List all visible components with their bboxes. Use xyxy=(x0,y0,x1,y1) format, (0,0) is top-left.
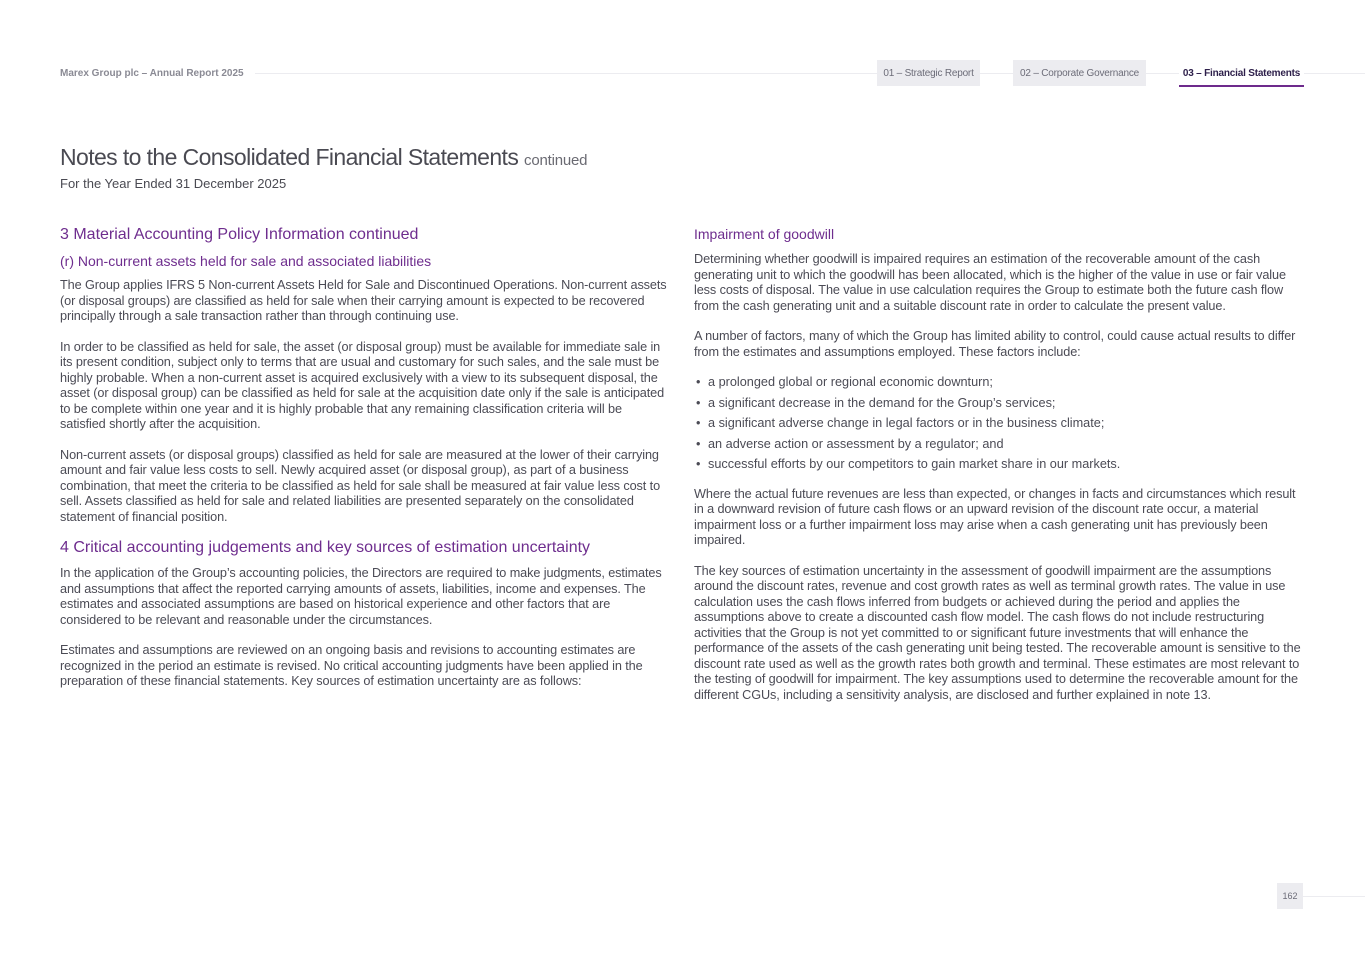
list-item xyxy=(694,396,1302,412)
list-item xyxy=(694,416,1302,432)
bullet-icon: • xyxy=(696,457,701,471)
page-title-text: Notes to the Consolidated Financial Statements xyxy=(60,144,519,170)
list-item-text: a prolonged global or regional economic downturn; xyxy=(708,375,993,389)
section-3-heading xyxy=(60,226,670,244)
paragraph: The key sources of estimation uncertainty in the assessment of goodwill impairment are the assumptions around the discount rates, revenue and cost growth rates as well as terminal growth rates. The value in use calculation uses the cash flows inferred from budgets or achieved during the period and applies the assumptions above to create a discounted cash flow model. The cash flows do not include restructuring activities that the Group is not yet committed to or significant future investments that will enhance the performance of the assets of the cash generating unit being tested. The recoverable amount is sensitive to the discount rate used as well as the growth rates both growth and terminal. These estimates are most relevant to the testing of goodwill for impairment. The key assumptions used to determine the recoverable amount for the different CGUs, including a sensitivity analysis, are disclosed and further explained in note 13. xyxy=(694,563,1301,702)
list-item xyxy=(694,375,1302,391)
report-title: Marex Group plc – Annual Report 2025 xyxy=(60,68,244,79)
list-item-text: an adverse action or assessment by a regulator; and xyxy=(708,436,1004,451)
list-item-text: successful efforts by our competitors to gain market share in our markets. xyxy=(708,457,1121,471)
paragraph: A number of factors, many of which the Group has limited ability to control, could cause actual results to differ from the estimates and assumptions employed. These factors include: xyxy=(694,329,1296,359)
right-column xyxy=(694,226,1302,718)
tab-strategic-report[interactable]: 01 – Strategic Report xyxy=(877,60,980,86)
list-item-text: a significant adverse change in legal factors or in the business climate; xyxy=(708,416,1105,430)
tab-corporate-governance[interactable]: 02 – Corporate Governance xyxy=(1013,60,1146,86)
paragraph: Non-current assets (or disposal groups) classified as held for sale are measured at the lower of their carrying amount and fair value less costs to sell. Newly acquired asset (or disposal group), as part of a business combination, that meet the criteria to be classified as held for sale shall be measured at fair value less cost to sell. Assets classified as held for sale and related liabilities are presented separately on the consolidated statement of financial position. xyxy=(60,447,661,524)
list-item xyxy=(694,457,1302,473)
bullet-icon: • xyxy=(696,375,701,389)
footer-rule xyxy=(1303,896,1365,897)
page-title xyxy=(60,144,587,171)
paragraph: Where the actual future revenues are less than expected, or changes in facts and circumstances which result in a downward revision of future cash flows or an upward revision of the discount rate occur, a material impairment loss or a further impairment loss may arise when a cash generating unit has previously been impaired. xyxy=(694,486,1296,547)
tab-financial-statements[interactable]: 03 – Financial Statements xyxy=(1179,60,1304,87)
section-4-heading: 4 Critical accounting judgements and key sources of estimation uncertainty xyxy=(60,539,591,556)
paragraph: In the application of the Group’s accounting policies, the Directors are required to make judgments, estimates and assumptions that affect the reported carrying amounts of assets, liabilities, income and expenses. The estimates and associated assumptions are based on historical experience and other factors that are considered to be relevant and reasonable under the circumstances. xyxy=(60,566,662,627)
subsection-r-heading: (r) Non-current assets held for sale and associated liabilities xyxy=(60,253,432,269)
left-column xyxy=(60,226,670,705)
paragraph: Estimates and assumptions are reviewed on an ongoing basis and revisions to accounting estimates are recognized in the period an estimate is revised. No critical accounting judgments have been applied in the preparation of these financial statements. Key sources of estimation uncertainty are as follows: xyxy=(60,643,643,688)
paragraph: In order to be classified as held for sale, the asset (or disposal group) must be available for immediate sale in its present condition, subject only to terms that are usual and customary for such sales, and the sale must be highly probable. When a non-current asset is acquired exclusively with a view to its subsequent disposal, the asset (or disposal group) can be classified as held for sale at the acquisition date only if the sale is anticipated to be complete within one year and it is highly probable that any remaining classification criteria will be satisfied shortly after the acquisition. xyxy=(60,339,665,431)
list-item-text: a significant decrease in the demand for the Group’s services; xyxy=(708,395,1056,410)
list-item xyxy=(694,437,1302,453)
page-title-suffix: continued xyxy=(524,152,588,169)
bullet-icon: • xyxy=(696,436,701,451)
paragraph: The Group applies IFRS 5 Non-current Assets Held for Sale and Discontinued Operations. Non-current assets (or disposal groups) are classified as held for sale when their carrying amount is expected to be recovered principally through a sale transaction rather than through continuing use. xyxy=(60,278,667,323)
section-3-suffix: continued xyxy=(349,226,419,243)
factor-list xyxy=(694,375,1302,473)
paragraph: Determining whether goodwill is impaired requires an estimation of the recoverable amount of the cash generating unit to which the goodwill has been allocated, which is the higher of the value in use or fair value less costs of disposal. The value in use calculation requires the Group to estimate both the future cash flow from the cash generating unit and a suitable discount rate in order to calculate the present value. xyxy=(694,252,1286,313)
impairment-heading: Impairment of goodwill xyxy=(694,226,835,242)
page-subtitle: For the Year Ended 31 December 2025 xyxy=(60,176,287,191)
bullet-icon: • xyxy=(696,416,701,430)
page-number: 162 xyxy=(1277,883,1303,909)
bullet-icon: • xyxy=(696,395,701,410)
section-3-title: 3 Material Accounting Policy Information xyxy=(60,226,345,243)
